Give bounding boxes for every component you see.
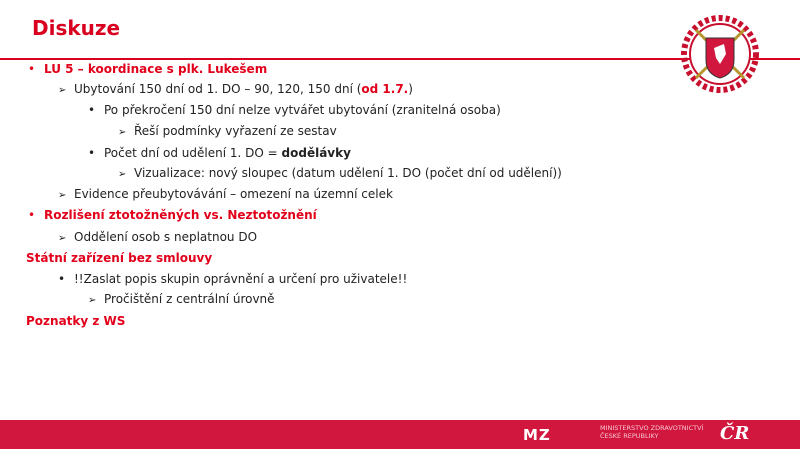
section-heading: Poznatky z WS: [26, 314, 126, 328]
arrow-bullet-icon: ➢: [58, 233, 67, 244]
item-text: Ubytování 150 dní od 1. DO – 90, 120, 150 dní (: [74, 82, 362, 96]
arrow-bullet-icon: ➢: [58, 85, 67, 96]
bullet-icon: •: [88, 146, 96, 160]
section-heading: Státní zařízení bez smlouvy: [26, 251, 213, 265]
item-text: Řeší podmínky vyřazení ze sestav: [134, 124, 337, 138]
list-item: [118, 123, 337, 141]
item-bold: dodělávky: [281, 146, 351, 160]
list-item: [88, 291, 275, 309]
bullet-icon: •: [88, 103, 96, 117]
item-text: !!Zaslat popis skupin oprávnění a určení pro uživatele!!: [74, 272, 408, 286]
item-text: Pročištění z centrální úrovně: [104, 292, 275, 306]
item-text: Vizualizace: nový sloupec (datum udělení 1. DO (počet dní od udělení)): [134, 166, 562, 180]
arrow-bullet-icon: ➢: [88, 295, 97, 306]
item-text: Rozlišení ztotožněných vs. Neztotožnění: [44, 208, 317, 222]
bullet-icon: •: [58, 272, 66, 286]
item-text: Oddělení osob s neplatnou DO: [74, 230, 258, 244]
item-text: Evidence přeubytovávání – omezení na územní celek: [74, 187, 393, 201]
arrow-bullet-icon: ➢: [58, 190, 67, 201]
item-text: LU 5 – koordinace s plk. Lukešem: [44, 62, 268, 76]
mz-logo: MZ: [523, 426, 551, 444]
item-text: Po překročení 150 dní nelze vytvářet ubytování (zranitelná osoba): [104, 103, 501, 117]
ministry-line1: MINISTERSTVO ZDRAVOTNICTVÍ: [600, 424, 704, 432]
ministry-name: [600, 424, 703, 440]
list-item: [28, 207, 317, 223]
list-item: [58, 271, 407, 287]
item-text: Počet dní od udělení 1. DO =: [104, 146, 282, 160]
list-item: [28, 61, 267, 77]
bullet-icon: •: [28, 62, 36, 76]
list-item: [118, 165, 562, 183]
list-item: [58, 229, 257, 247]
cr-logo: ČR: [720, 423, 750, 444]
page-title: Diskuze: [32, 16, 121, 40]
list-item: [58, 186, 393, 204]
item-highlight: od 1.7.: [361, 82, 409, 96]
item-suffix: ): [408, 82, 413, 96]
arrow-bullet-icon: ➢: [118, 169, 127, 180]
list-item: [58, 81, 413, 99]
ministry-line2: ČESKÉ REPUBLIKY: [600, 432, 659, 440]
arrow-bullet-icon: ➢: [118, 127, 127, 138]
list-item: [88, 102, 501, 118]
list-item: [88, 145, 351, 161]
bullet-icon: •: [28, 208, 36, 222]
military-emblem-logo: [680, 14, 760, 94]
